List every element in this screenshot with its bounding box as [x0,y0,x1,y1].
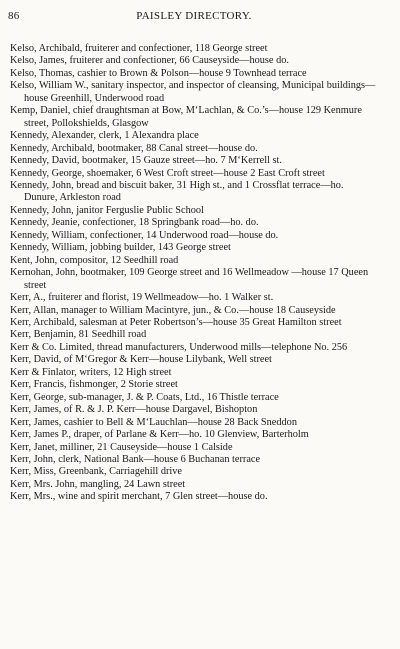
running-title: PAISLEY DIRECTORY. [136,10,252,22]
directory-entry: Kent, John, compositor, 12 Seedhill road [10,254,179,266]
directory-entry: Kennedy, Jeanie, confectioner, 18 Springbank road—ho. do. [10,217,259,229]
directory-entry: Kerr, Mrs., wine and spirit merchant, 7 Glen street—house do. [10,491,268,503]
directory-entry: Kelso, William W., sanitary inspector, and inspector of cleansing, Municipal buildings—house Greenhill, Underwood road [10,80,376,104]
directory-entry: Kerr, Miss, Greenbank, Carriagehill drive [10,466,183,478]
directory-entry: Kerr, Benjamin, 81 Seedhill road [10,329,147,341]
directory-entry: Kerr, Allan, manager to William Macintyre, jun., & Co.—house 18 Causeyside [10,304,336,316]
directory-entry: Kernohan, John, bootmaker, 109 George street and 16 Wellmeadow —house 17 Queen street [10,267,369,291]
directory-entry: Kennedy, Archibald, bootmaker, 88 Canal street—house do. [10,142,258,154]
page-header [8,10,380,26]
directory-entry: Kerr, Francis, fishmonger, 2 Storie street [10,379,178,391]
directory-entry: Kennedy, Alexander, clerk, 1 Alexandra place [10,130,199,142]
directory-entry: Kerr, David, of M‘Gregor & Kerr—house Lilybank, Well street [10,354,272,366]
directory-entry: Kerr, James, cashier to Bell & M‘Lauchlan—house 28 Back Sneddon [10,416,297,428]
directory-entry: Kerr, James, of R. & J. P. Kerr—house Dargavel, Bishopton [10,404,258,416]
directory-entry: Kelso, James, fruiterer and confectioner, 66 Causeyside—house do. [10,55,289,67]
page-number: 86 [8,10,20,22]
directory-entry: Kennedy, William, jobbing builder, 143 George street [10,242,231,254]
directory-entry: Kerr, Mrs. John, mangling, 24 Lawn street [10,478,186,490]
directory-entry: Kelso, Thomas, cashier to Brown & Polson—house 9 Townhead terrace [10,67,307,79]
directory-entry: Kelso, Archibald, fruiterer and confectioner, 118 George street [10,43,268,54]
directory-entry: Kennedy, David, bootmaker, 15 Gauze street—ho. 7 M‘Kerrell st. [10,155,282,167]
directory-entry: Kennedy, John, janitor Ferguslie Public School [10,204,204,216]
directory-entries [10,43,378,504]
directory-entry: Kerr, John, clerk, National Bank—house 6 Buchanan terrace [10,453,261,465]
directory-entry: Kerr, George, sub-manager, J. & P. Coats, Ltd., 16 Thistle terrace [10,391,279,403]
directory-entry: Kennedy, John, bread and biscuit baker, 31 High st., and 1 Crossflat terrace—ho. Dunure, Arkleston road [10,179,344,204]
directory-entry: Kerr, Janet, milliner, 21 Causeyside—house 1 Calside [10,441,233,453]
directory-entry: Kerr, A., fruiterer and florist, 19 Wellmeadow—ho. 1 Walker st. [10,292,274,304]
directory-entry: Kerr, James P., draper, of Parlane & Kerr—ho. 10 Glenview, Barterholm [10,429,309,441]
directory-entry: Kerr & Finlator, writers, 12 High street [10,366,172,378]
directory-entry: Kerr & Co. Limited, thread manufacturers, Underwood mills—telephone No. 256 [10,341,348,353]
directory-entry: Kerr, Archibald, salesman at Peter Robertson’s—house 35 Great Hamilton street [10,316,342,328]
directory-entry: Kennedy, George, shoemaker, 6 West Croft street—house 2 East Croft street [10,167,325,179]
directory-entry: Kemp, Daniel, chief draughtsman at Bow, M‘Lachlan, & Co.’s—house 129 Kenmure street, Pollokshields, Glasgow [10,105,362,129]
directory-entry: Kennedy, William, confectioner, 14 Underwood road—house do. [10,229,279,241]
